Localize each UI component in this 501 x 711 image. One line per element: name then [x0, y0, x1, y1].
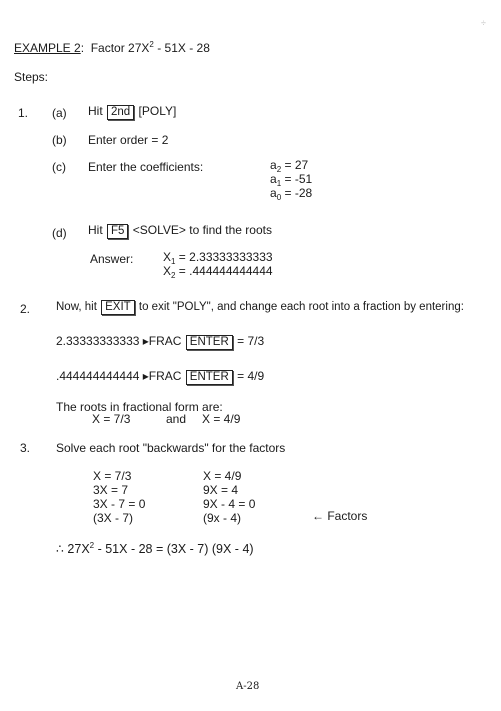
step1a-pre: Hit [88, 104, 103, 118]
step1d-line [88, 223, 272, 239]
key-2nd: 2nd [107, 105, 134, 120]
step2-line [56, 300, 464, 315]
step2-number: 2. [20, 302, 31, 316]
coefficient-a1: $a_1 = -51$ [270, 172, 313, 188]
step1c-label: (c) [52, 160, 66, 174]
key-enter-2: ENTER [186, 370, 233, 385]
steps-heading: Steps: [14, 70, 49, 84]
factor-left-3: 3X - 7 = 0 [93, 497, 146, 511]
step1c-text: Enter the coefficients: [88, 160, 204, 174]
step1d-pre: Hit [88, 223, 103, 237]
step2-pre: Now, hit [56, 301, 97, 313]
frac-line-2 [56, 369, 264, 385]
step1a-post: [POLY] [138, 104, 177, 118]
step2-post: to exit "POLY", and change each root into a fraction by entering: [138, 301, 464, 313]
factors-label: ← Factors [312, 509, 368, 523]
title-exponent: 2 [149, 40, 154, 49]
frac-result-1: = 7/3 [237, 334, 265, 348]
key-f5: F5 [107, 224, 128, 239]
frac-line-1 [56, 334, 264, 350]
coefficient-a2: $a_2 = 27$ [270, 158, 309, 174]
step1b-text: Enter order = 2 [88, 133, 169, 147]
factor-right-1: X = 4/9 [203, 469, 242, 483]
factor-right-4: (9x - 4) [203, 511, 242, 525]
root-x1: $X_1 = 2.33333333333$ [163, 250, 273, 266]
root-x2: $X_2 = .444444444444$ [163, 264, 273, 280]
key-enter-1: ENTER [186, 335, 233, 350]
example-title: EXAMPLE 2: Factor $27X^2 - 51X - 28$ [14, 40, 210, 55]
answer-label: Answer: [90, 252, 134, 266]
fraction-and: and [166, 412, 187, 426]
step3-text: Solve each root "backwards" for the factors [56, 441, 286, 455]
step1d-post: <SOLVE> to find the roots [132, 223, 272, 237]
factor-right-2: 9X = 4 [203, 483, 239, 497]
title-prefix: Factor 27X [90, 41, 150, 55]
fraction-root-1: X = 7/3 [92, 412, 131, 426]
page-number: A-28 [236, 681, 260, 692]
frac-expr-1: 2.33333333333 ▸FRAC [56, 334, 182, 348]
fraction-root-2: X = 4/9 [202, 412, 241, 426]
step3-number: 3. [20, 441, 31, 455]
step1d-label: (d) [52, 226, 67, 240]
factor-left-4: (3X - 7) [93, 511, 134, 525]
step1-number: 1. [18, 106, 29, 120]
conclusion: ∴ $27X^2 - 51X - 28 = (3X - 7)$ (9X - 4) [56, 541, 254, 556]
step1a-label: (a) [52, 106, 67, 120]
step1b-label: (b) [52, 133, 67, 147]
step1a-line [88, 104, 176, 120]
factor-right-3: 9X - 4 = 0 [203, 497, 256, 511]
fraction-intro: The roots in fractional form are: [56, 400, 223, 414]
key-exit: EXIT [101, 300, 135, 315]
title-suffix: - 51X - 28 [153, 41, 210, 55]
example-label: EXAMPLE 2 [14, 41, 81, 55]
coefficient-a0: $a_0 = -28$ [270, 186, 313, 202]
frac-result-2: = 4/9 [237, 369, 265, 383]
corner-mark: ÷ [481, 18, 486, 28]
frac-expr-2: .444444444444 ▸FRAC [56, 369, 182, 383]
factor-left-2: 3X = 7 [93, 483, 129, 497]
factor-left-1: X = 7/3 [93, 469, 132, 483]
